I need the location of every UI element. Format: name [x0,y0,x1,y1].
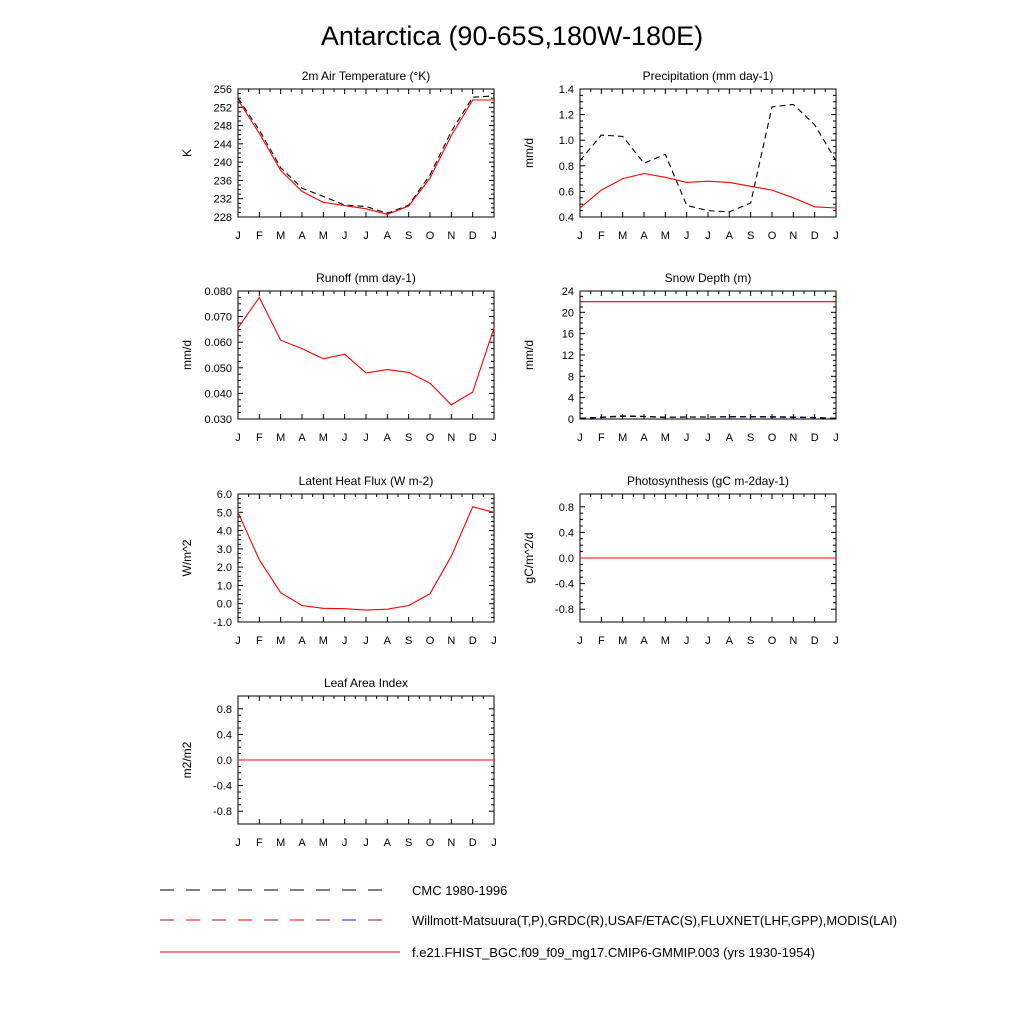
x-tick-label: N [447,432,456,444]
y-tick-label: 4 [567,392,574,405]
x-tick-label: N [447,837,456,849]
panels [180,69,839,849]
legend-label: Willmott-Matsuura(T,P),GRDC(R),USAF/ETAC(S),FLUXNET(LHF,GPP),MODIS(LAI) [412,913,898,928]
legend-label: CMC 1980-1996 [412,883,508,898]
y-tick-label: 232 [213,193,232,206]
y-tick-label: 0 [567,414,574,426]
figure-title: Antarctica (90-65S,180W-180E) [320,21,704,51]
x-tick-label: J [341,635,348,647]
x-tick-label: N [447,230,456,242]
x-tick-label: M [318,837,328,849]
panel-snow-depth-m [522,271,839,444]
x-tick-label: A [298,837,306,849]
series-line-model [238,507,494,610]
y-tick-label: 0.8 [216,703,232,716]
legend-item-obs [160,883,507,898]
y-tick-label: 20 [561,307,574,320]
x-tick-label: J [491,432,497,444]
x-tick-label: S [404,635,413,647]
panel-runoff-mm-day-1 [180,271,497,444]
plot-frame [238,89,494,217]
x-tick-label: F [255,635,263,647]
x-tick-label: J [363,837,369,849]
series-line-obs [580,104,836,211]
x-tick-label: A [383,635,392,647]
y-tick-label: 2.0 [216,562,232,575]
y-tick-label: 0.8 [558,160,574,173]
x-tick-label: J [491,230,497,242]
y-tick-label: 24 [561,286,574,298]
legend-item-obs_mixed [160,913,897,928]
x-tick-label: A [383,230,392,242]
x-tick-label: M [318,230,328,242]
x-tick-label: O [425,635,435,647]
y-tick-label: 1.4 [558,84,574,96]
x-tick-label: J [235,837,241,849]
plot-frame [238,291,494,419]
panel-precipitation-mm-day-1 [522,69,839,242]
x-tick-label: A [725,230,734,242]
y-tick-label: 0.4 [216,729,232,742]
panel-title: Latent Heat Flux (W m-2) [298,474,434,488]
series-line-model [580,174,836,209]
x-tick-label: A [725,635,734,647]
x-tick-label: F [597,230,605,242]
x-tick-label: A [640,230,648,242]
x-tick-label: N [789,635,798,647]
x-tick-label: J [833,432,839,444]
x-tick-label: M [276,635,286,647]
x-tick-label: J [833,230,839,242]
panel-title: Photosynthesis (gC m-2day-1) [626,474,790,488]
plot-frame [238,494,494,622]
x-tick-label: O [425,837,435,849]
y-tick-label: -0.8 [555,604,574,617]
y-tick-label: 228 [213,212,232,224]
x-tick-label: F [255,432,263,444]
panel-latent-heat-flux-w-m-2 [180,474,497,647]
x-tick-label: S [404,230,413,242]
x-tick-label: A [383,432,392,444]
x-tick-label: J [683,230,690,242]
x-tick-label: O [425,230,435,242]
x-tick-label: S [746,635,755,647]
x-tick-label: N [447,635,456,647]
y-axis-label: W/m^2 [180,539,194,577]
x-tick-label: M [276,230,286,242]
y-tick-label: 0.0 [216,598,232,611]
x-tick-label: D [810,230,819,242]
y-tick-label: 1.0 [558,135,574,148]
x-tick-label: J [235,635,241,647]
series-line-obs [238,96,494,213]
y-axis-label: mm/d [522,138,536,168]
y-tick-label: -0.4 [213,780,232,793]
x-tick-label: D [810,432,819,444]
x-tick-label: M [318,635,328,647]
legend-item-model [160,945,815,960]
x-tick-label: A [383,837,392,849]
x-tick-label: M [660,432,670,444]
x-tick-label: S [404,432,413,444]
x-tick-label: N [789,230,798,242]
x-tick-label: J [235,230,241,242]
x-tick-label: M [660,230,670,242]
y-tick-label: 0.0 [558,553,574,565]
x-tick-label: J [683,635,690,647]
series-line-model [238,297,494,405]
y-tick-label: 0.4 [558,527,574,540]
x-tick-label: D [468,837,477,849]
x-tick-label: M [618,230,628,242]
x-tick-label: J [491,837,497,849]
x-tick-label: M [660,635,670,647]
y-tick-label: 252 [213,102,232,115]
x-tick-label: O [767,230,777,242]
x-tick-label: A [640,635,648,647]
y-tick-label: 0.060 [204,337,232,350]
x-tick-label: A [298,230,306,242]
x-tick-label: J [577,432,583,444]
y-tick-label: 0.050 [204,362,232,375]
x-tick-label: F [597,432,605,444]
y-tick-label: 0.6 [558,186,574,199]
x-tick-label: F [255,837,263,849]
x-tick-label: S [404,837,413,849]
x-tick-label: J [705,432,711,444]
x-tick-label: M [618,432,628,444]
x-tick-label: M [618,635,628,647]
y-tick-label: 0.070 [204,311,232,324]
legend-label: f.e21.FHIST_BGC.f09_f09_mg17.CMIP6-GMMIP.003 (yrs 1930-1954) [412,945,815,960]
y-axis-label: mm/d [180,340,194,370]
x-tick-label: F [255,230,263,242]
y-tick-label: 6.0 [216,489,232,501]
x-tick-label: J [341,837,348,849]
panel-leaf-area-index [180,676,497,849]
y-tick-label: 12 [561,350,574,362]
y-tick-label: -1.0 [213,617,232,629]
x-tick-label: M [318,432,328,444]
y-tick-label: 240 [213,157,232,170]
x-tick-label: J [683,432,690,444]
y-tick-label: -0.8 [213,806,232,819]
panel-title: 2m Air Temperature (°K) [301,69,431,83]
plot-frame [580,291,836,419]
y-tick-label: 0.0 [216,755,232,767]
panel-title: Snow Depth (m) [664,271,752,285]
x-tick-label: D [810,635,819,647]
y-tick-label: 0.8 [558,501,574,514]
x-tick-label: F [597,635,605,647]
y-tick-label: 0.080 [204,286,232,298]
x-tick-label: J [577,230,583,242]
series-line-model [238,100,494,214]
y-tick-label: 4.0 [216,525,232,538]
y-tick-label: 244 [213,138,232,151]
panel-title: Precipitation (mm day-1) [642,69,774,83]
x-tick-label: J [833,635,839,647]
x-tick-label: J [491,635,497,647]
y-axis-label: m2/m2 [180,741,194,779]
panel-title: Runoff (mm day-1) [316,271,416,285]
x-tick-label: D [468,432,477,444]
y-tick-label: 248 [213,120,232,133]
x-tick-label: J [341,230,348,242]
x-tick-label: J [235,432,241,444]
y-tick-label: 5.0 [216,507,232,520]
x-tick-label: A [298,432,306,444]
y-tick-label: -0.4 [555,578,574,591]
x-tick-label: A [640,432,648,444]
x-tick-label: N [789,432,798,444]
y-tick-label: 1.2 [558,109,574,122]
y-tick-label: 3.0 [216,543,232,556]
y-tick-label: 236 [213,175,232,188]
x-tick-label: A [298,635,306,647]
y-axis-label: K [180,148,194,158]
x-tick-label: J [577,635,583,647]
x-tick-label: S [746,432,755,444]
x-tick-label: O [767,432,777,444]
y-tick-label: 8 [567,371,574,384]
x-tick-label: S [746,230,755,242]
x-tick-label: O [425,432,435,444]
y-axis-label: gC/m^2/d [522,532,536,584]
y-tick-label: 16 [561,328,574,341]
panel-2m-air-temperature-k [180,69,497,242]
x-tick-label: D [468,635,477,647]
x-tick-label: J [363,432,369,444]
y-tick-label: 0.030 [204,414,232,426]
y-axis-label: mm/d [522,340,536,370]
x-tick-label: J [341,432,348,444]
x-tick-label: D [468,230,477,242]
x-tick-label: M [276,837,286,849]
plot-frame [580,89,836,217]
x-tick-label: J [363,635,369,647]
panel-photosynthesis-gc-m-2day-1 [522,474,839,647]
y-tick-label: 0.040 [204,388,232,401]
panel-title: Leaf Area Index [323,676,409,690]
x-tick-label: J [363,230,369,242]
x-tick-label: J [705,635,711,647]
x-tick-label: J [705,230,711,242]
x-tick-label: O [767,635,777,647]
legend [160,883,897,960]
y-tick-label: 256 [213,84,232,96]
y-tick-label: 1.0 [216,580,232,593]
y-tick-label: 0.4 [558,212,574,224]
x-tick-label: M [276,432,286,444]
x-tick-label: A [725,432,734,444]
